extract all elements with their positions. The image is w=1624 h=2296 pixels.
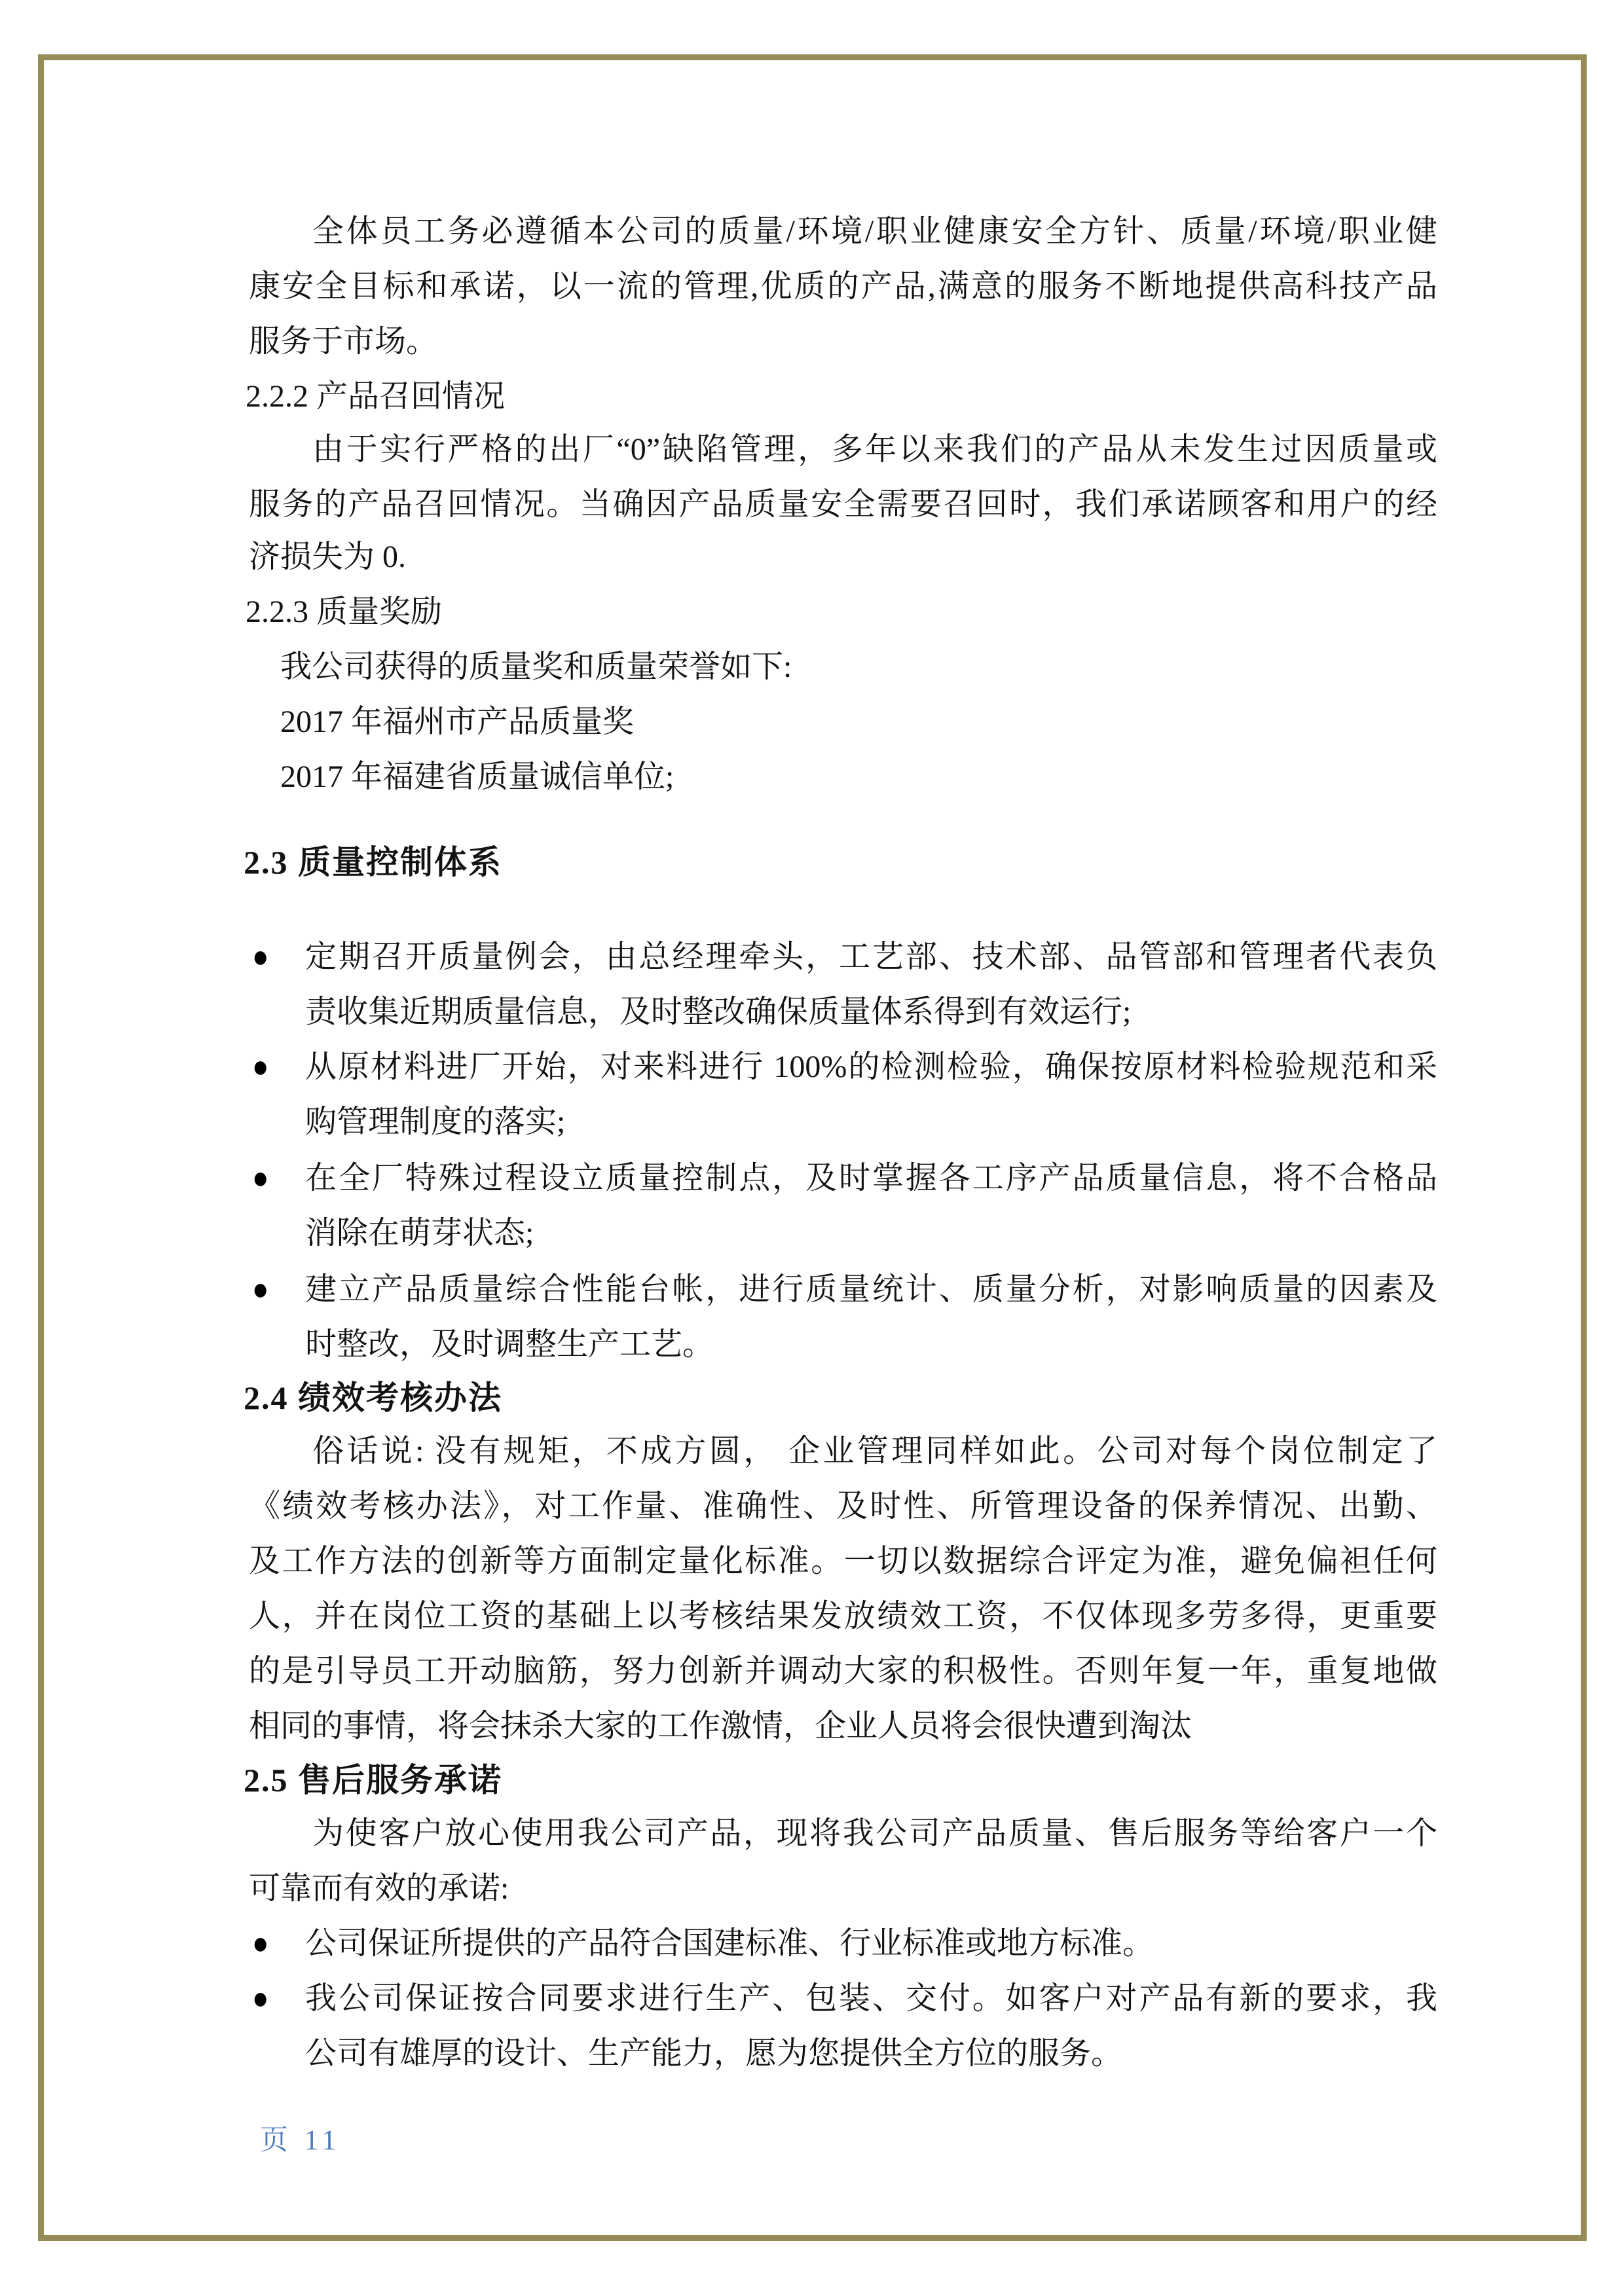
bullet-line: 公司有雄厚的设计、生产能力，愿为您提供全方位的服务。: [305, 2036, 1123, 2071]
body-line: 及工作方法的创新等方面制定量化标准。一切以数据综合评定为准，避免偏袒任何: [249, 1544, 1437, 1578]
body-line: 为使客户放心使用我公司产品，现将我公司产品质量、售后服务等给客户一个: [312, 1816, 1437, 1851]
bullet-icon: ●: [252, 1161, 269, 1196]
body-line: 可靠而有效的承诺:: [249, 1871, 509, 1906]
bullet-line: 从原材料进厂开始，对来料进行 100%的检测检验，确保按原材料检验规范和采: [305, 1049, 1437, 1084]
body-line: 由于实行严格的出厂“0”缺陷管理，多年以来我们的产品从未发生过因质量或: [312, 432, 1437, 467]
heading-2-4: 2.4 绩效考核办法: [244, 1379, 502, 1416]
bullet-line: 公司保证所提供的产品符合国建标准、行业标准或地方标准。: [305, 1926, 1154, 1961]
heading-2-2-2: 2.2.2 产品召回情况: [246, 379, 506, 414]
bullet-icon: ●: [252, 1981, 269, 2016]
bullet-line: 我公司保证按合同要求进行生产、包装、交付。如客户对产品有新的要求，我: [305, 1981, 1437, 2016]
bullet-icon: ●: [252, 939, 269, 975]
body-line: 俗话说: 没有规矩，不成方圆， 企业管理同样如此。公司对每个岗位制定了: [312, 1434, 1437, 1468]
body-line: 服务于市场。: [249, 324, 438, 359]
heading-2-2-3: 2.2.3 质量奖励: [246, 594, 443, 629]
body-line: 全体员工务必遵循本公司的质量/环境/职业健康安全方针、质量/环境/职业健: [312, 214, 1437, 249]
bullet-line: 购管理制度的落实;: [305, 1104, 566, 1139]
bullet-icon: ●: [252, 1049, 269, 1085]
body-line: 相同的事情，将会抹杀大家的工作激情，企业人员将会很快遭到淘汰: [249, 1709, 1192, 1743]
bullet-line: 责收集近期质量信息，及时整改确保质量体系得到有效运行;: [305, 994, 1132, 1029]
bullet-line: 在全厂特殊过程设立质量控制点，及时掌握各工序产品质量信息，将不合格品: [305, 1161, 1437, 1195]
bullet-line: 时整改，及时调整生产工艺。: [305, 1327, 714, 1362]
bullet-line: 定期召开质量例会，由总经理牵头，工艺部、技术部、品管部和管理者代表负: [305, 939, 1437, 974]
body-line: 我公司获得的质量奖和质量荣誉如下:: [280, 649, 792, 684]
heading-2-3: 2.3 质量控制体系: [244, 844, 502, 881]
body-line: 的是引导员工开动脑筋，努力创新并调动大家的积极性。否则年复一年，重复地做: [249, 1654, 1437, 1688]
award-line: 2017 年福建省质量诚信单位;: [280, 759, 674, 794]
body-line: 济损失为 0.: [249, 539, 407, 574]
bullet-line: 消除在萌芽状态;: [305, 1216, 534, 1250]
body-line: 人，并在岗位工资的基础上以考核结果发放绩效工资，不仅体现多劳多得，更重要: [249, 1599, 1437, 1633]
heading-2-5: 2.5 售后服务承诺: [244, 1762, 502, 1798]
award-line: 2017 年福州市产品质量奖: [280, 704, 635, 739]
body-line: 服务的产品召回情况。当确因产品质量安全需要召回时，我们承诺顾客和用户的经: [249, 487, 1437, 522]
body-line: 《绩效考核办法》，对工作量、准确性、及时性、所管理设备的保养情况、出勤、: [249, 1489, 1437, 1523]
body-line: 康安全目标和承诺，以一流的管理,优质的产品,满意的服务不断地提供高科技产品: [249, 269, 1437, 304]
bullet-line: 建立产品质量综合性能台帐，进行质量统计、质量分析，对影响质量的因素及: [305, 1272, 1437, 1307]
page-number: 页 11: [260, 2125, 341, 2156]
bullet-icon: ●: [252, 1926, 269, 1961]
bullet-icon: ●: [252, 1272, 269, 1307]
